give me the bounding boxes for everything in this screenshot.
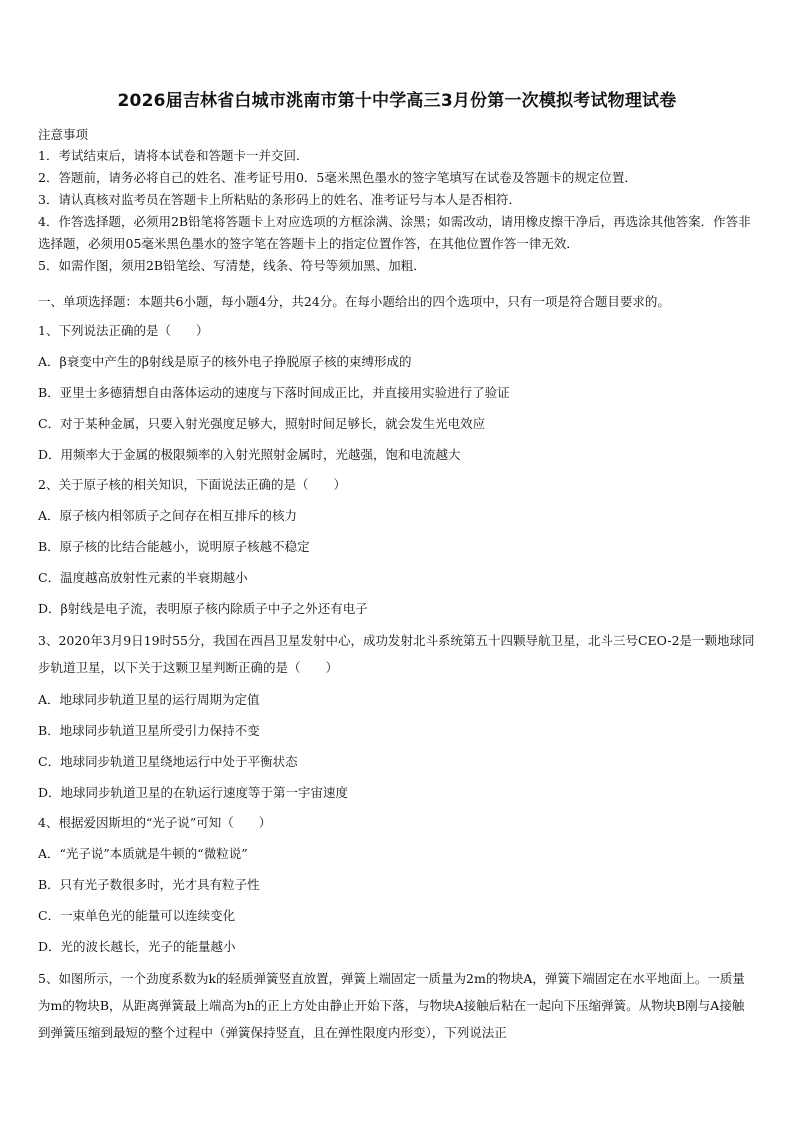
- option-b: B．只有光子数很多时，光才具有粒子性: [38, 877, 260, 892]
- option-d: D．用频率大于金属的极限频率的入射光照射金属时，光越强，饱和电流越大: [38, 447, 461, 462]
- option-a: A．地球同步轨道卫星的运行周期为定值: [38, 692, 260, 707]
- option-a: A．原子核内相邻质子之间存在相互排斥的核力: [38, 508, 298, 523]
- question-stem: 3、2020年3月9日19时55分，我国在西昌卫星发射中心，成功发射北斗系统第五十四颗导航卫星，北斗三号CEO-2是一颗地球同步轨道卫星，以下关于这颗卫星判断正确的是（ ）: [38, 633, 755, 675]
- notice-item-1: 1．考试结束后，请将本试卷和答题卡一并交回．: [38, 148, 309, 163]
- notice-item-2: 2．答题前，请务必将自己的姓名、准考证号用0．5毫米黑色墨水的签字笔填写在试卷及答题卡的规定位置．: [38, 170, 637, 185]
- notice-block: [38, 125, 756, 277]
- option-b: B．地球同步轨道卫星所受引力保持不变: [38, 723, 260, 738]
- notice-item-4: 4．作答选择题，必须用2B铅笔将答题卡上对应选项的方框涂满、涂黑；如需改动，请用橡皮擦干净后，再选涂其他答案．作答非选择题，必须用05毫米黑色墨水的签字笔在答题卡上的指定位置作答，在其他位置作答一律无效．: [38, 214, 751, 251]
- option-a: A．β衰变中产生的β射线是原子的核外电子挣脱原子核的束缚形成的: [38, 354, 412, 369]
- question-4: [38, 811, 756, 959]
- question-5: [38, 965, 756, 1046]
- exam-page: [38, 86, 756, 1046]
- question-3: [38, 627, 756, 805]
- question-1: [38, 319, 756, 467]
- exam-title: 2026届吉林省白城市洮南市第十中学高三3月份第一次模拟考试物理试卷: [117, 91, 677, 111]
- question-2: [38, 473, 756, 621]
- notice-item-5: 5．如需作图，须用2B铅笔绘、写清楚，线条、符号等须加黑、加粗．: [38, 258, 426, 273]
- option-c: C．温度越高放射性元素的半衰期越小: [38, 570, 248, 585]
- notice-item-3: 3．请认真核对监考员在答题卡上所粘贴的条形码上的姓名、准考证号与本人是否相符．: [38, 192, 521, 207]
- option-d: D．光的波长越长，光子的能量越小: [38, 939, 236, 954]
- question-stem: 5、如图所示，一个劲度系数为k的轻质弹簧竖直放置，弹簧上端固定一质量为2m的物块A，弹簧下端固定在水平地面上。一质量为m的物块B，从距离弹簧最上端高为h的正上方处由静止开始下落，与物块A接触后粘在一起向下压缩弹簧。从物块B刚与A接触到弹簧压缩到最短的整个过程中（弹簧保持竖直，且在弹性限度内形变），下列说法正: [38, 971, 745, 1040]
- option-c: C．对于某种金属，只要入射光强度足够大，照射时间足够长，就会发生光电效应: [38, 416, 486, 431]
- option-b: B．原子核的比结合能越小，说明原子核越不稳定: [38, 539, 310, 554]
- question-stem: 4、根据爱因斯坦的“光子说”可知（ ）: [38, 815, 272, 830]
- section-heading: 一、单项选择题：本题共6小题，每小题4分，共24分。在每小题给出的四个选项中，只有一项是符合题目要求的。: [38, 294, 670, 309]
- option-d: D．β射线是电子流，表明原子核内除质子中子之外还有电子: [38, 601, 368, 616]
- option-a: A．“光子说”本质就是牛顿的“微粒说”: [38, 846, 248, 861]
- option-c: C．一束单色光的能量可以连续变化: [38, 908, 236, 923]
- notice-heading: 注意事项: [38, 127, 89, 142]
- option-c: C．地球同步轨道卫星绕地运行中处于平衡状态: [38, 754, 298, 769]
- question-stem: 1、下列说法正确的是（ ）: [38, 323, 209, 338]
- option-b: B．亚里士多德猜想自由落体运动的速度与下落时间成正比，并直接用实验进行了验证: [38, 385, 510, 400]
- option-d: D．地球同步轨道卫星的在轨运行速度等于第一宇宙速度: [38, 785, 349, 800]
- question-stem: 2、关于原子核的相关知识，下面说法正确的是（ ）: [38, 477, 346, 492]
